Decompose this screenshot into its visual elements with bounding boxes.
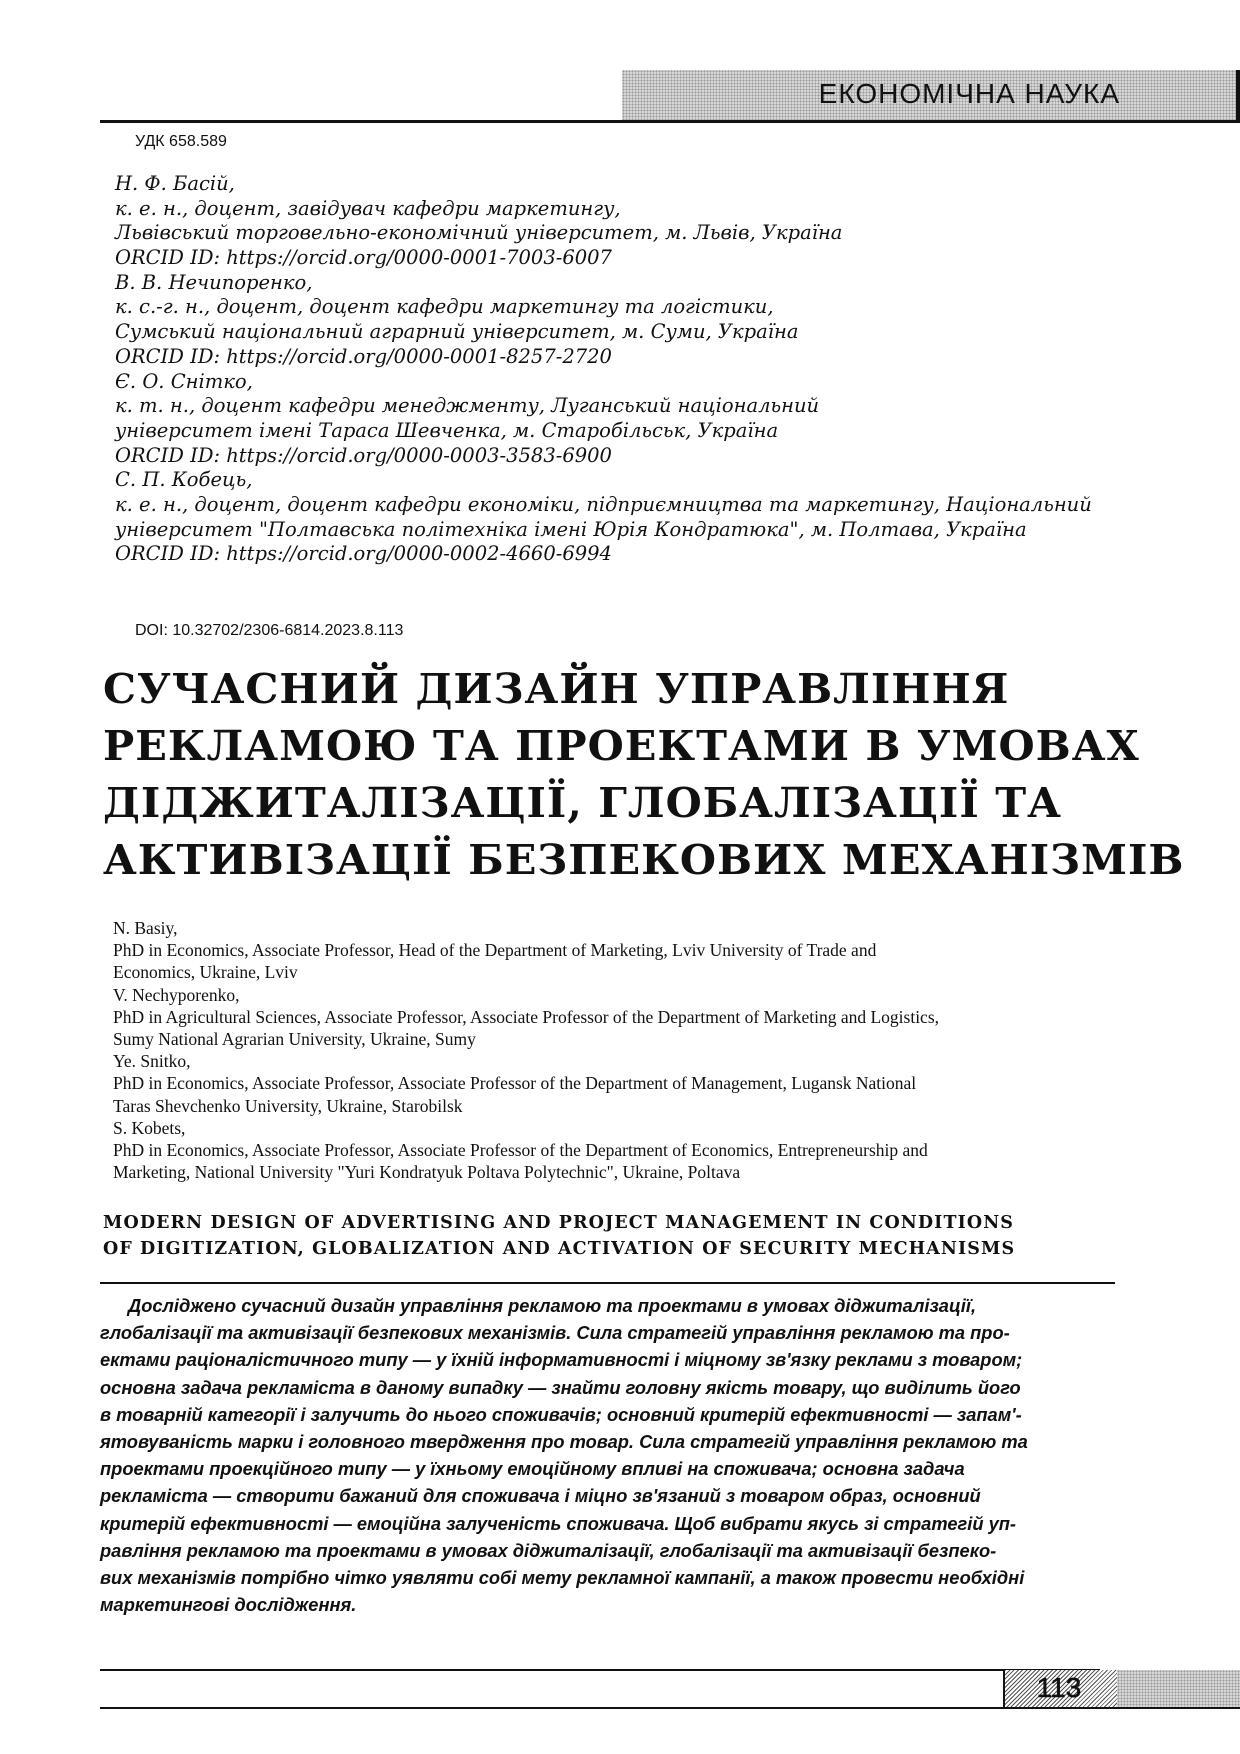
footer-band bbox=[1117, 1670, 1240, 1707]
author-en-affiliation: Marketing, National University "Yuri Kondratyuk Poltava Polytechnic", Ukraine, Poltava bbox=[113, 1162, 741, 1183]
author-ua-orcid: ORCID ID: https://orcid.org/0000-0002-4660-6994 bbox=[115, 542, 612, 566]
author-ua-name: В. В. Нечипоренко, bbox=[115, 270, 313, 294]
title-en-line: OF DIGITIZATION, GLOBALIZATION AND ACTIVATION OF SECURITY MECHANISMS bbox=[103, 1239, 1016, 1259]
authors-en-block bbox=[113, 917, 939, 1183]
author-ua-position: к. т. н., доцент кафедри менеджменту, Луганський національний bbox=[115, 394, 820, 418]
author-en-affiliation: Sumy National Agrarian University, Ukraine, Sumy bbox=[113, 1028, 476, 1049]
udc-code: УДК 658.589 bbox=[135, 133, 227, 150]
author-en-position: PhD in Economics, Associate Professor, Associate Professor of the Department of Management, Lugansk National bbox=[113, 1073, 917, 1094]
title-ua-line: РЕКЛАМОЮ ТА ПРОЕКТАМИ В УМОВАХ bbox=[103, 721, 1140, 770]
title-ua-line: СУЧАСНИЙ ДИЗАЙН УПРАВЛІННЯ bbox=[103, 664, 1010, 713]
author-ua-affiliation: університет "Полтавська політехніка імені Юрія Кондратюка", м. Полтава, Україна bbox=[115, 517, 1027, 541]
doi: DOI: 10.32702/2306-6814.2023.8.113 bbox=[135, 622, 404, 639]
header-edge-bar bbox=[1236, 70, 1240, 122]
author-en-position: PhD in Economics, Associate Professor, Associate Professor of the Department of Economics, Entrepreneurship and bbox=[113, 1139, 928, 1160]
title-en-line: MODERN DESIGN OF ADVERTISING AND PROJECT MANAGEMENT IN CONDITIONS bbox=[103, 1213, 1015, 1233]
abstract-line: ятовуваність марки і головного твердження про товар. Сила стратегій управління рекламою та bbox=[100, 1430, 1028, 1452]
author-ua-orcid: ORCID ID: https://orcid.org/0000-0003-3583-6900 bbox=[115, 443, 612, 467]
author-ua-name: Н. Ф. Басій, bbox=[115, 172, 235, 195]
author-ua-orcid: ORCID ID: https://orcid.org/0000-0001-8257-2720 bbox=[115, 344, 612, 368]
abstract-line: вих механізмів потрібно чітко уявляти собі мету рекламної кампанії, а також провести необхідні bbox=[100, 1566, 1025, 1588]
abstract-line: проектами проекційного типу — у їхньому емоційному впливі на споживача; основна задача bbox=[100, 1458, 965, 1480]
abstract-line: ектами раціоналістичного типу — у їхній інформативності і міцному зв'язку реклами з товаром; bbox=[100, 1349, 1023, 1371]
abstract bbox=[100, 1292, 1115, 1618]
article-title-en bbox=[103, 1210, 1015, 1262]
abstract-line: маркетингові дослідження. bbox=[100, 1594, 357, 1616]
author-en-affiliation: Taras Shevchenko University, Ukraine, Starobilsk bbox=[113, 1095, 463, 1116]
author-en-name: V. Nechyporenko, bbox=[113, 984, 240, 1005]
author-ua-affiliation: Львівський торговельно-економічний університет, м. Львів, Україна bbox=[115, 221, 843, 245]
abstract-line: в товарній категорії і залучить до нього споживачів; основний критерій ефективності — запам'- bbox=[100, 1403, 1022, 1425]
abstract-line: критерій ефективності — емоційна залученість споживача. Щоб вибрати якусь зі стратегій уп- bbox=[100, 1512, 1016, 1534]
section-title: ЕКОНОМІЧНА НАУКА bbox=[818, 78, 1120, 109]
author-en-name: S. Kobets, bbox=[113, 1117, 186, 1138]
authors-ua-block bbox=[115, 172, 1092, 567]
author-ua-position: к. е. н., доцент, завідувач кафедри маркетингу, bbox=[115, 196, 621, 220]
author-en-name: Ye. Snitko, bbox=[113, 1051, 191, 1072]
author-en-position: PhD in Agricultural Sciences, Associate Professor, Associate Professor of the Department of Marketing and Logistics, bbox=[113, 1006, 940, 1027]
abstract-line: глобалізації та активізації безпекових механізмів. Сила стратегій управління рекламою та про- bbox=[100, 1322, 1010, 1344]
abstract-line: рекламіста — створити бажаний для споживача і міцно зв'язаний з товаром образ, основний bbox=[100, 1485, 981, 1507]
title-ua-line: ДІДЖИТАЛІЗАЦІЇ, ГЛОБАЛІЗАЦІЇ ТА bbox=[103, 778, 1062, 827]
abstract-line: равління рекламою та проектами в умовах діджиталізації, глобалізації та активізації безпеко- bbox=[100, 1539, 997, 1561]
author-ua-position: к. с.-г. н., доцент, доцент кафедри маркетингу та логістики, bbox=[115, 295, 774, 319]
header-rule bbox=[100, 120, 1240, 123]
article-title-ua bbox=[103, 660, 1185, 888]
author-ua-affiliation: Сумський національний аграрний університет, м. Суми, Україна bbox=[115, 320, 799, 344]
abstract-line: основна задача рекламіста в даному випадку — знайти головну якість товару, що виділить його bbox=[100, 1376, 1021, 1398]
author-ua-affiliation: університет імені Тараса Шевченка, м. Старобільськ, Україна bbox=[115, 418, 779, 442]
page-number: 113 bbox=[1036, 1672, 1082, 1703]
author-en-name: N. Basiy, bbox=[113, 918, 178, 938]
author-ua-name: Є. О. Снітко, bbox=[115, 369, 253, 393]
author-ua-orcid: ORCID ID: https://orcid.org/0000-0001-7003-6007 bbox=[115, 246, 612, 270]
abstract-line: Досліджено сучасний дизайн управління рекламою та проектами в умовах діджиталізації, bbox=[128, 1295, 977, 1316]
author-ua-name: С. П. Кобець, bbox=[115, 468, 253, 492]
footer-rule-bottom bbox=[100, 1707, 1240, 1709]
footer-rule-top bbox=[100, 1669, 1100, 1671]
title-ua-line: АКТИВІЗАЦІЇ БЕЗПЕКОВИХ МЕХАНІЗМІВ bbox=[103, 835, 1185, 884]
author-en-position: PhD in Economics, Associate Professor, Head of the Department of Marketing, Lviv University of Trade and bbox=[113, 940, 877, 961]
author-en-affiliation: Economics, Ukraine, Lviv bbox=[113, 962, 298, 983]
author-ua-position: к. е. н., доцент, доцент кафедри економіки, підприємництва та маркетингу, Національний bbox=[115, 492, 1092, 516]
abstract-rule bbox=[100, 1282, 1115, 1284]
